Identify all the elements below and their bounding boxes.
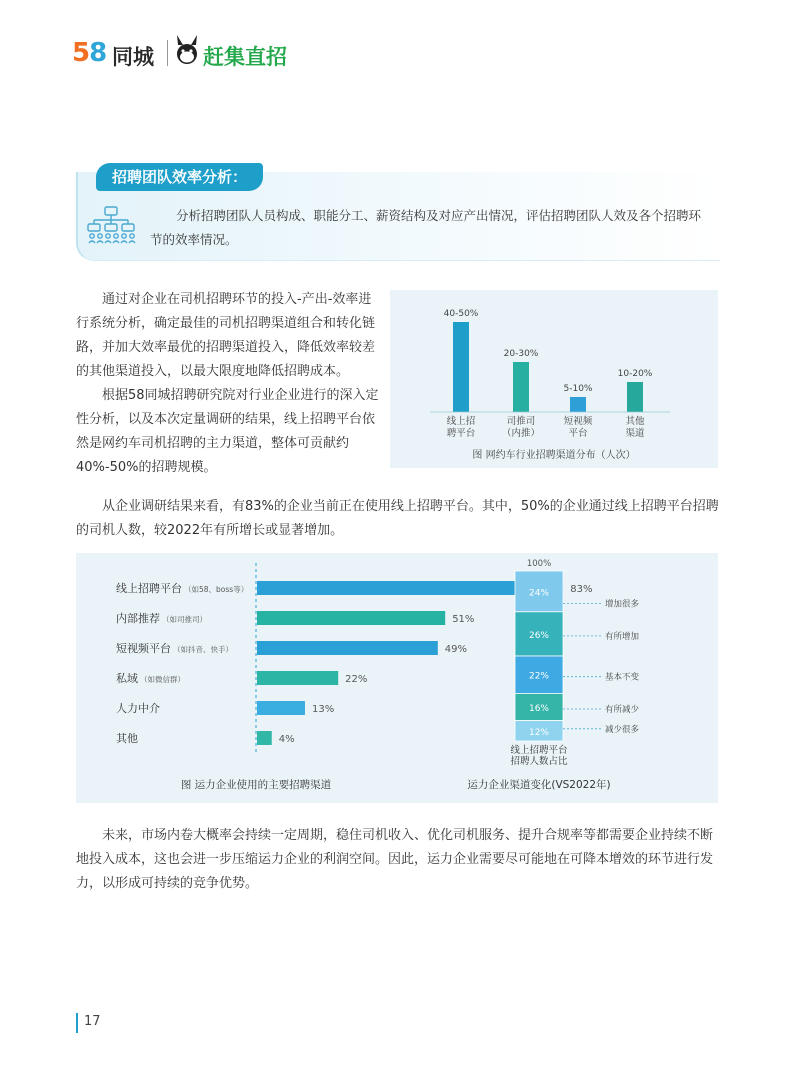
logo-58	[72, 38, 106, 68]
channel-distribution-svg	[390, 290, 718, 468]
bar-3	[627, 382, 643, 412]
paragraph-3: 从企业调研结果来看，有83%的企业当前正在使用线上招聘平台。其中，50%的企业通过线上招聘平台招聘的司机人数，较2022年有所增长或显著增加。	[76, 499, 719, 538]
channel-distribution-chart	[390, 290, 718, 468]
category-label-2-0: 短视频	[563, 416, 593, 427]
legend-text-2: 基本不变	[605, 672, 640, 683]
category-label-1-0: 司推司	[506, 416, 536, 427]
channel-value-0: 83%	[570, 584, 593, 595]
legend-text-1: 有所增加	[605, 631, 640, 642]
logo-ganji: 赶集直招	[203, 45, 287, 69]
channel-value-2: 49%	[444, 644, 468, 655]
channel-name-3: 私域	[116, 672, 138, 685]
stack-top-label: 100%	[526, 559, 552, 569]
section-title: 招聘团队效率分析：	[96, 163, 263, 191]
stack-segment-label-3: 16%	[528, 704, 550, 714]
stack-segment-label-0: 24%	[528, 588, 550, 599]
category-label-0-1: 聘平台	[446, 428, 476, 439]
category-label-1-1: （内推）	[501, 428, 541, 439]
channel-note-2: （如抖音、快手）	[173, 645, 233, 654]
channel-note-0: （如58、boss等）	[184, 585, 249, 594]
category-label-3-0: 其他	[625, 416, 645, 427]
page-number-bar	[76, 1013, 78, 1033]
stack-segment-label-4: 12%	[528, 727, 550, 738]
channel-name-1: 内部推荐	[116, 612, 160, 625]
channel-bar-2	[257, 641, 438, 655]
channels-chart-title: 图 运力企业使用的主要招聘渠道	[180, 779, 332, 791]
logo-tongcheng: 同城	[112, 45, 154, 69]
channel-name-5: 其他	[116, 732, 138, 745]
category-label-3-1: 渠道	[625, 428, 645, 439]
org-chart-icon	[86, 206, 136, 244]
channel-note-1: （如司推司）	[162, 615, 207, 624]
stack-xlabel-1: 招聘人数占比	[510, 756, 568, 767]
channel-bar-4	[257, 701, 305, 715]
channels-usage-svg	[76, 553, 718, 803]
bar-value-label-0: 40-50%	[443, 309, 479, 319]
bar-value-label-1: 20-30%	[503, 349, 539, 359]
category-label-0-0: 线上招	[446, 416, 476, 427]
logo-separator	[167, 40, 168, 66]
bar-2	[570, 397, 586, 412]
paragraph-1: 通过对企业在司机招聘环节的投入-产出-效率进行系统分析，确定最佳的司机招聘渠道组合和转化链路，并加大效率最优的招聘渠道投入，降低效率较差的其他渠道投入，以最大限度地降低招聘成本。	[76, 292, 376, 379]
logo-digit-5: 5	[72, 38, 90, 68]
category-label-2-1: 平台	[568, 428, 588, 439]
stack-segment-label-2: 22%	[528, 671, 550, 682]
channel-value-4: 13%	[311, 704, 335, 715]
channel-bar-1	[257, 611, 445, 625]
bar-1	[513, 362, 529, 412]
page-number: 17	[84, 1014, 101, 1029]
bar-0	[453, 322, 469, 412]
channel-bar-5	[257, 731, 272, 745]
channels-usage-chart-panel	[76, 553, 718, 803]
logo-digit-8: 8	[89, 38, 107, 68]
paragraph-2: 根据58同城招聘研究院对行业企业进行的深入定性分析，以及本次定量调研的结果，线上招聘平台依然是网约车司机招聘的主力渠道，整体可贡献约40%-50%的招聘规模。	[76, 388, 379, 475]
channel-value-3: 22%	[345, 674, 368, 685]
channel-name-0: 线上招聘平台	[116, 582, 182, 595]
channel-name-4: 人力中介	[116, 702, 160, 715]
stack-segment-label-1: 26%	[528, 630, 550, 641]
legend-text-3: 有所减少	[605, 705, 640, 715]
ganji-donkey-icon	[172, 33, 202, 67]
channel-bar-3	[257, 671, 338, 685]
channel-note-3: （如微信群）	[140, 675, 185, 684]
paragraph-4: 未来，市场内卷大概率会持续一定周期，稳住司机收入、优化司机服务、提升合规率等都需要企业持续不断地投入成本，这也会进一步压缩运力企业的利润空间。因此，运力企业需要尽可能地在可降本增效的环节进行发力，以形成可持续的竞争优势。	[76, 828, 714, 891]
legend-text-4: 减少很多	[605, 724, 640, 735]
bar-value-label-3: 10-20%	[617, 369, 653, 379]
chart-title: 图 网约车行业招聘渠道分布（人次）	[472, 450, 636, 461]
channel-value-1: 51%	[452, 614, 475, 625]
stack-xlabel-0: 线上招聘平台	[510, 745, 568, 756]
channel-value-5: 4%	[278, 734, 295, 745]
stack-chart-title: 运力企业渠道变化(VS2022年)	[467, 779, 611, 791]
bar-value-label-2: 5-10%	[563, 384, 593, 394]
section-text: 分析招聘团队人员构成、职能分工、薪资结构及对应产出情况，评估招聘团队人效及各个招聘环节的效率情况。	[150, 208, 702, 247]
legend-text-0: 增加很多	[605, 599, 640, 610]
channel-name-2: 短视频平台	[116, 642, 171, 655]
